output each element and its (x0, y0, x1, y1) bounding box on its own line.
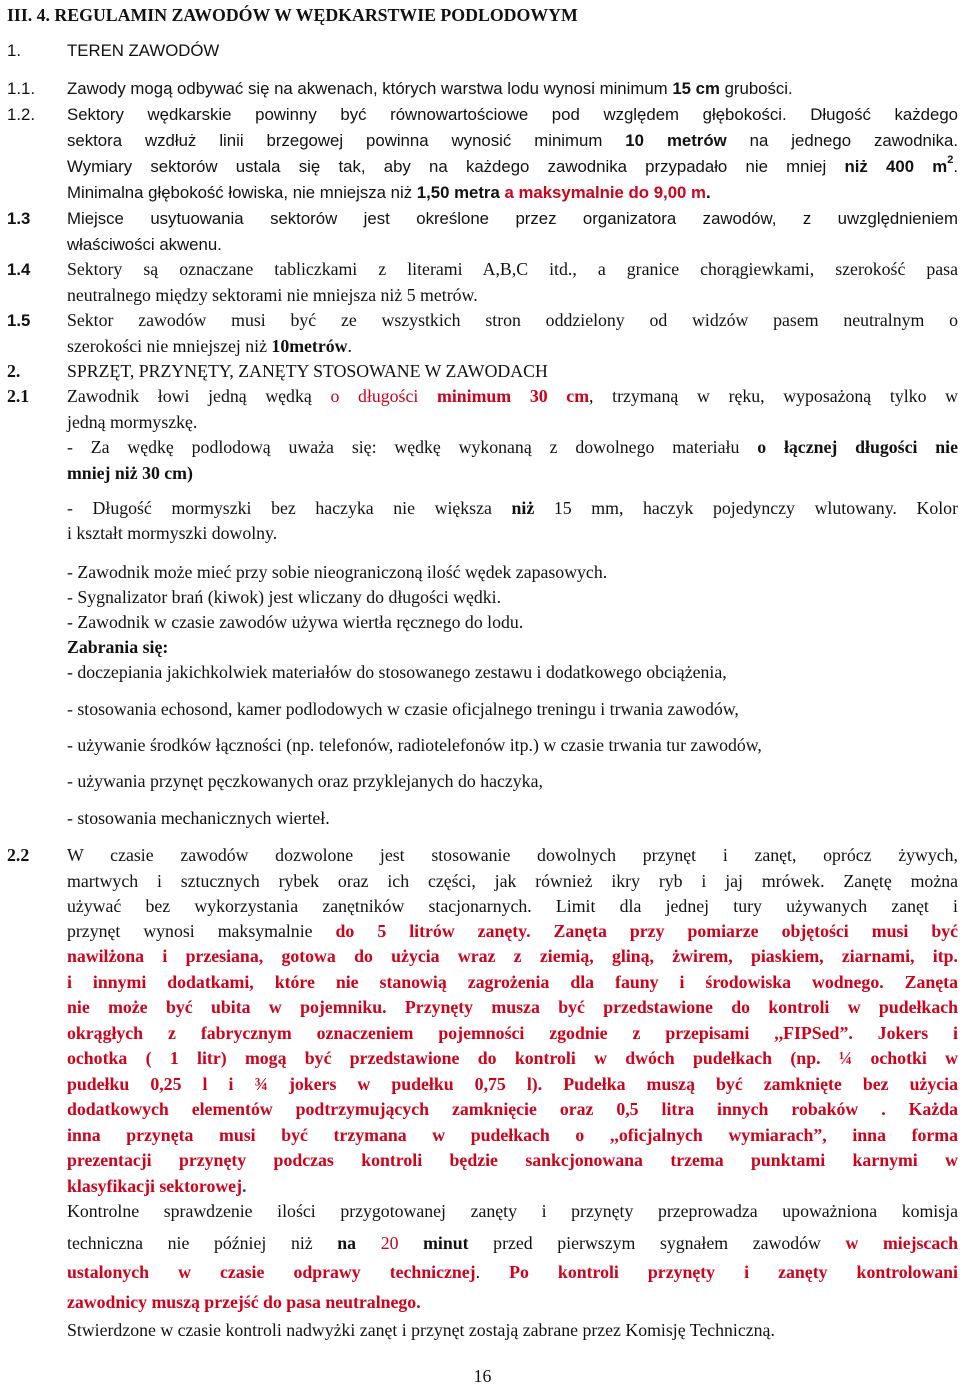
section-title: SPRZĘT, PRZYNĘTY, ZANĘTY STOSOWANE W ZAWODACH (67, 361, 548, 381)
clause-text: Zawody mogą odbywać się na akwenach, których warstwa lodu wynosi minimum 15 cm grubości. (67, 79, 793, 98)
clause-number: 1.3 (7, 209, 31, 228)
section-number: 1. (7, 41, 21, 60)
chapter-heading: III. 4. REGULAMIN ZAWODÓW W WĘDKARSTWIE PODLODOWYM (7, 5, 578, 25)
clause-number: 1.2. (7, 105, 35, 124)
section-title: TEREN ZAWODÓW (67, 41, 220, 60)
document-page: III. 4. REGULAMIN ZAWODÓW W WĘDKARSTWIE PODLODOWYM 1. TEREN ZAWODÓW 1.1. Zawody mogą odbywać się na akwenach, których warstwa lodu wynosi minimum 15 cm grubości. 1.2. Sektory wędkarskie powinny być równowartościowe pod względem głębokości. Długość każdego sektora wzdłuż linii brzegowej powinna wynosić minimum 10 metrów na jednego zawodnika. Wymiary sektorów ustala się tak, aby na każdego zawodnika przypadało nie mniej niż 400 $m^2$. Minimalna głębokość łowiska, nie mniejsza niż 1,50 metra a maksymalnie do 9,00 m. 1.3 Miejsce usytuowania sektorów jest określone przez organizatora zawodów, z uwzględnieniem właściwości akwenu. 1.4 Sektory są oznaczane tabliczkami z literami A,B,C itd., a granice chorągiewkami, szerokość pasa neutralnego między sektorami nie mniejsza niż 5 metrów. 1.5 Sektor zawodów musi być ze wszystkich stron oddzielony od widzów pasem neutralnym o szerokości nie mniejszej niż 10metrów. 2. SPRZĘT, PRZYNĘTY, ZANĘTY STOSOWANE W ZAWODACH 2.1 Zawodnik łowi jedną wędką o długości minimum 30 cm, trzymaną w ręku, wyposażoną tylko w jedną mormyszkę. - Za wędkę podlodową uważa się: wędkę wykonaną z dowolnego materiału o łącznej długości nie mniej niż 30 cm) - Długość mormyszki bez haczyka nie większa niż 15 mm, haczyk pojedynczy wlutowany. Kolor i kształt mormyszki dowolny. - Zawodnik może mieć przy sobie nieograniczoną ilość wędek zapasowych. - Sygnalizator brań (kiwok) jest wliczany do długości wędki. - Zawodnik w czasie zawodów używa wiertła ręcznego do lodu. Zabrania się: - doczepiania jakichkolwiek materiałów do stosowanego zestawu i dodatkowego obciążenia, - stosowania echosond, kamer podlodowych w czasie oficjalnego treningu i trwania zawodów, - używanie środków łączności (np. telefonów, radiotelefonów itp.) w czasie trwania tur zawodów, - używania przynęt pęczkowanych oraz przyklejanych do haczyka, - stosowania mechanicznych wierteł. 2.2 W czasie zawodów dozwolone jest stosowanie dowolnych przynęt i zanęt, oprócz żywych, martwych i sztucznych rybek oraz ich części, jak również ikry ryb i jaj mrówek. Zanętę można używać bez wykorzystania zanętników stacjonarnych. Limit dla jednej tury używanych zanęt i przynęt wynosi maksymalnie do 5 litrów zanęty. Zanęta przy pomiarze objętości musi być nawilżona i przesiana, gotowa do użycia wraz z ziemią, gliną, żwirem, piaskiem, ziarnami, itp. i innymi dodatkami, które nie stanowią zagrożenia dla fauny i środowiska wodnego. Zanęta nie może być ubita w pojemniku. Przynęty musza być przedstawione do kontroli w pudełkach okrągłych z fabrycznym oznaczeniem pojemności zgodnie z przepisami ,,FIPSed”. Jokers i ochotka ( 1 litr) mogą być przedstawione do kontroli w dwóch pudełkach (np. ¼ ochotki w pudełku 0,25 l i ¾ jokers w pudełku 0,75 l). Pudełka muszą być zamknięte bez użycia dodatkowych elementów podtrzymujących zamknięcie oraz 0,5 litra innych robaków . Każda inna przynęta musi być trzymana w pudełkach o ,,oficjalnych wymiarach”, inna forma prezentacji przynęty podczas kontroli będzie sankcjonowana trzema punktami karnymi w klasyfikacji sektorowej. Kontrolne sprawdzenie ilości przygotowanej zanęty i przynęty przeprowadza upoważniona komisja techniczna nie później niż na 20 minut przed pierwszym sygnałem zawodów w miejscach ustalonych w czasie odprawy technicznej. Po kontroli przynęty i zanęty kontrolowani zawodnicy muszą przejść do pasa neutralnego. Stwierdzone w czasie kontroli nadwyżki zanęt i przynęt zostają zabrane przez Komisję Techniczną. 16 (7, 0, 958, 1386)
clause-number: 1.1. (7, 79, 35, 98)
clause-text-line: Sektory wędkarskie powinny być równowartościowe pod względem głębokości. Długość każdego (67, 105, 958, 124)
clause-number: 2.2 (7, 845, 30, 865)
clause-number: 1.4 (7, 260, 31, 279)
page-number: 16 (473, 1366, 492, 1386)
clause-number: 2.1 (7, 386, 30, 406)
clause-number: 1.5 (7, 311, 31, 330)
section-number: 2. (7, 361, 21, 381)
